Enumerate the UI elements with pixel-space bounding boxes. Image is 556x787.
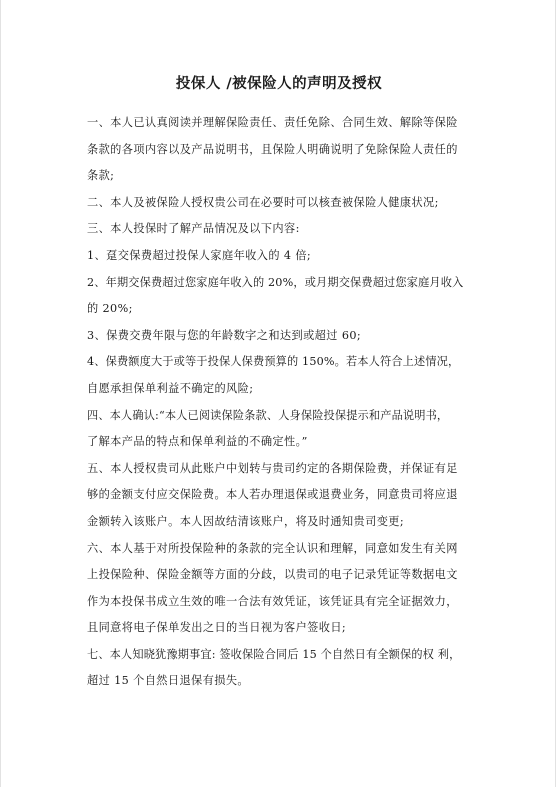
paragraph-line: 金额转入该账户。本人因故结清该账户，将及时通知贵司变更; [87,514,405,528]
paragraph-line: 4、保费额度大于或等于投保人保费预算的 150%。若本人符合上述情况， [87,355,460,369]
paragraph-line: 自愿承担保单利益不确定的风险; [87,381,254,395]
paragraph-line: 四、本人确认:“本人已阅读保险条款、人身保险投保提示和产品说明书， [87,408,449,422]
paragraph-line: 1、趸交保费超过投保人家庭年收入的 4 倍; [87,248,312,262]
paragraph-line: 2、年期交保费超过您家庭年收入的 20%，或月期交保费超过您家庭月收入 [87,275,464,289]
paragraph-line: 且同意将电子保单发出之日的当日视为客户签收日; [87,621,347,635]
paragraph-line: 条款的各项内容以及产品说明书，且保险人明确说明了免除保险人责任的 [87,142,458,156]
paragraph-line: 够的金额支付应交保险费。本人若办理退保或退费业务，同意贵司将应退 [87,488,458,502]
paragraph-line: 二、本人及被保险人授权贵公司在必要时可以核查被保险人健康状况; [87,195,439,209]
page-title: 投保人 /被保险人的声明及授权 [175,76,383,92]
paragraph-line: 作为本投保书成立生效的唯一合法有效凭证，该凭证具有完全证据效力， [87,594,458,608]
paragraph-line: 六、本人基于对所投保险种的条款的完全认识和理解，同意如发生有关网 [87,541,458,555]
paragraph-line: 的 20%; [87,302,133,316]
paragraph-line: 3、保费交费年限与您的年龄数字之和达到或超过 60; [87,328,362,342]
paragraph-line: 超过 15 个自然日退保有损失。 [87,674,249,688]
paragraph-line: 条款; [87,169,115,183]
paragraph-line: 七、本人知晓犹豫期事宜: 签收保险合同后 15 个自然日有全额保的权 利， [87,647,461,661]
paragraph-line: 一、本人已认真阅读并理解保险责任、责任免除、合同生效、解除等保险 [87,116,458,129]
paragraph-line: 上投保险种、保险金额等方面的分歧，以贵司的电子记录凭证等数据电文 [87,568,458,582]
paragraph-line: 三、本人投保时了解产品情况及以下内容: [87,222,300,236]
paragraph-line: 了解本产品的特点和保单利益的不确定性。” [87,435,308,449]
document-body [87,110,482,695]
paragraph-line: 五、本人授权贵司从此账户中划转与贵司约定的各期保险费，并保证有足 [87,461,458,475]
